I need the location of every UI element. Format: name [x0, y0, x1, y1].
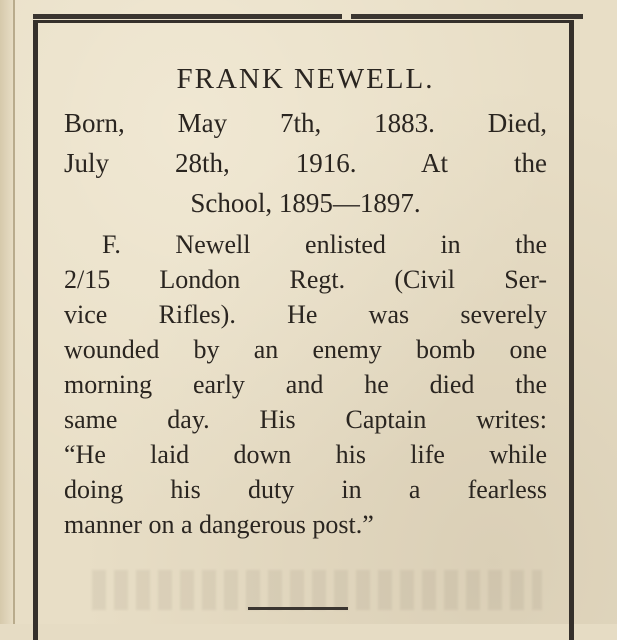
- dates-line: Born, May 7th, 1883. Died,: [64, 108, 547, 138]
- page-fold-shadow: [0, 0, 14, 624]
- obituary-title: FRANK NEWELL.: [176, 63, 435, 95]
- page-fold-line: [13, 0, 15, 624]
- dates-line: July 28th, 1916. At the: [64, 148, 547, 178]
- body-line: “He laid down his life while: [64, 440, 547, 469]
- obituary-body: [64, 227, 547, 542]
- dates-line: School, 1895—1897.: [190, 188, 421, 218]
- body-line: wounded by an enemy bomb one: [64, 335, 547, 364]
- body-line: F. Newell enlisted in the: [102, 230, 547, 259]
- body-line: doing his duty in a fearless: [64, 475, 547, 504]
- top-rule-right: [351, 14, 583, 19]
- body-line: vice Rifles). He was severely: [64, 300, 547, 329]
- body-line: same day. His Captain writes:: [64, 405, 547, 434]
- obituary-dates: [64, 103, 547, 223]
- body-line: morning early and he died the: [64, 370, 547, 399]
- body-line: 2/15 London Regt. (Civil Ser-: [64, 265, 547, 294]
- top-rule-left: [33, 14, 342, 19]
- obituary-box: [33, 20, 574, 640]
- end-rule: [248, 607, 348, 610]
- body-line: manner on a dangerous post.”: [64, 510, 374, 539]
